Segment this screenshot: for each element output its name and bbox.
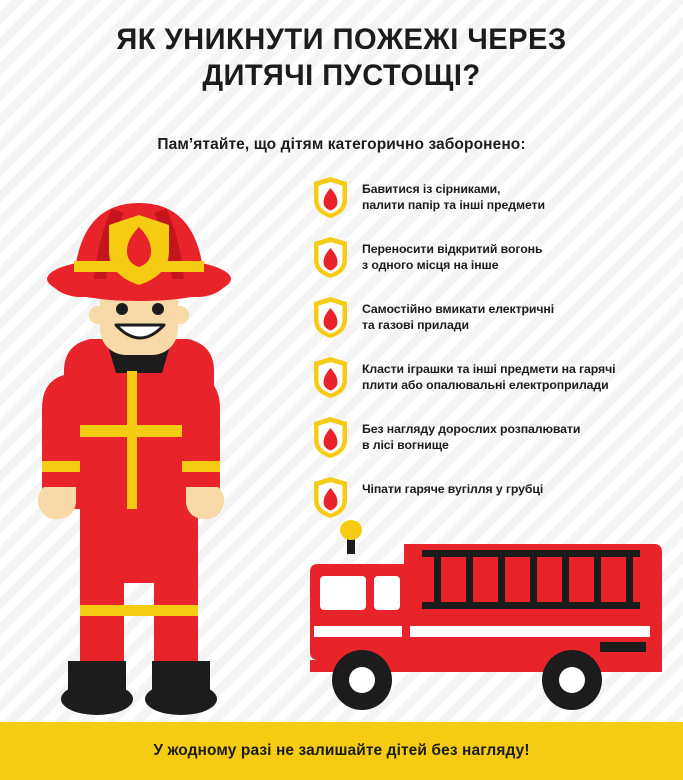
- flame-shield-icon: [312, 176, 349, 219]
- page-subtitle: Пам’ятайте, що дітям категорично заборонено:: [157, 136, 526, 153]
- firefighter-illustration: [8, 175, 308, 720]
- list-item-label: [362, 418, 672, 453]
- flame-shield-icon: [312, 416, 349, 459]
- page-title: [10, 22, 673, 94]
- rules-list: [312, 178, 672, 538]
- list-item-line-1: Без нагляду дорослих розпалювати: [362, 422, 581, 436]
- list-item-line-1: Класти іграшки та інші предмети на гарячі: [362, 362, 616, 376]
- footer-banner: [0, 722, 683, 780]
- list-item: [312, 178, 672, 221]
- list-item: [312, 418, 672, 461]
- list-item-label: [362, 478, 672, 497]
- list-item-label: [362, 178, 672, 213]
- flame-shield-icon: [312, 476, 349, 519]
- list-item-line-2: з одного місця на інше: [362, 258, 499, 272]
- list-item-label: [362, 358, 672, 393]
- page-title-line-2: ДИТЯЧІ ПУСТОЩІ?: [202, 59, 481, 92]
- list-item-line-2: плити або опалювальні електроприлади: [362, 378, 609, 392]
- list-item-label: [362, 298, 672, 333]
- list-item: [312, 238, 672, 281]
- fire-truck-illustration: [300, 520, 675, 720]
- list-item-line-2: та газові прилади: [362, 318, 469, 332]
- list-item-label: [362, 238, 672, 273]
- list-item-line-1: Чіпати гаряче вугілля у грубці: [362, 482, 544, 496]
- list-item-line-2: в лісі вогнище: [362, 438, 449, 452]
- flame-shield-icon: [312, 296, 349, 339]
- list-item-line-1: Переносити відкритий вогонь: [362, 242, 543, 256]
- list-item-line-2: палити папір та інші предмети: [362, 198, 545, 212]
- flame-shield-icon: [312, 236, 349, 279]
- flame-shield-icon: [312, 356, 349, 399]
- footer-text: У жодному разі не залишайте дітей без нагляду!: [153, 742, 530, 759]
- list-item-line-1: Бавитися із сірниками,: [362, 182, 501, 196]
- list-item: [312, 478, 672, 521]
- list-item: [312, 298, 672, 341]
- list-item-line-1: Самостійно вмикати електричні: [362, 302, 555, 316]
- list-item: [312, 358, 672, 401]
- page-title-line-1: ЯК УНИКНУТИ ПОЖЕЖІ ЧЕРЕЗ: [116, 23, 567, 56]
